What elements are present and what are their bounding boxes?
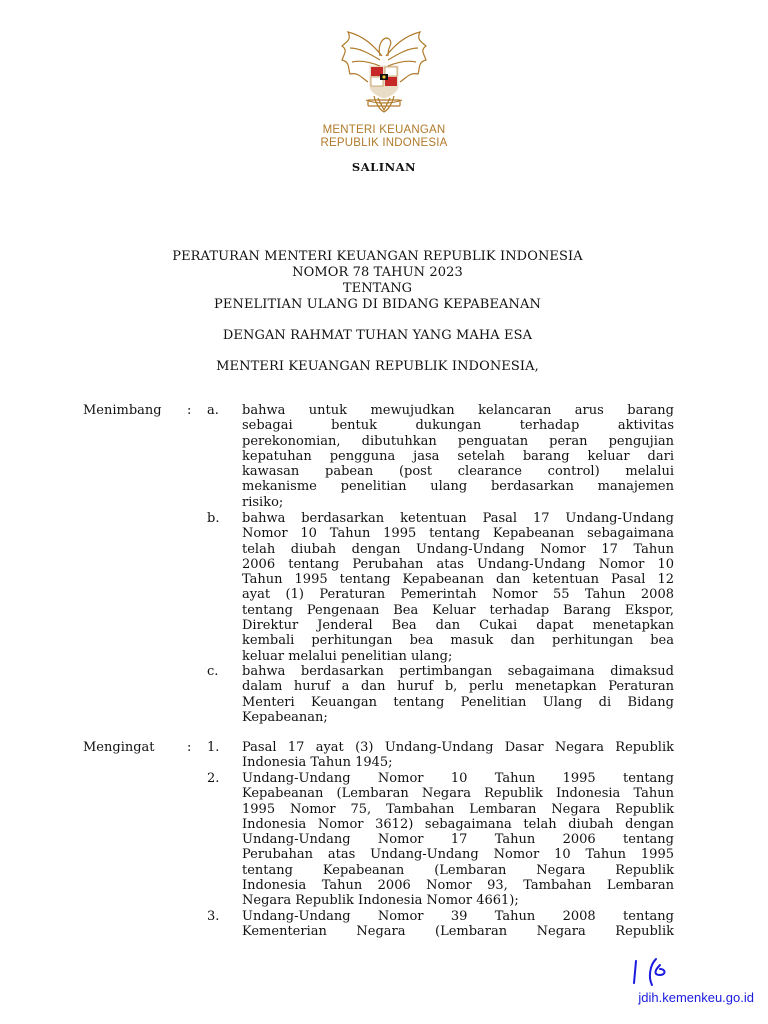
text-line: Tahun 1995 tentang Kepabeanan dan ketentuan Pasal 12 — [242, 572, 674, 588]
regulation-title: PERATURAN MENTERI KEUANGAN REPUBLIK INDONESIA — [172, 249, 583, 264]
text-line: Negara Republik Indonesia Nomor 4661); — [242, 893, 519, 909]
mengingat-marker-3: 3. — [207, 909, 220, 924]
mengingat-item-2 — [242, 771, 674, 909]
issuer: MENTERI KEUANGAN REPUBLIK INDONESIA, — [216, 359, 539, 374]
menimbang-label: Menimbang — [83, 403, 162, 418]
text-line: Indonesia Tahun 1945; — [242, 755, 393, 771]
text-line: 2006 tentang Perubahan atas Undang-Undang Nomor 10 — [242, 556, 674, 572]
text-line: Perubahan atas Undang-Undang Nomor 10 Tahun 1995 — [242, 847, 674, 863]
text-line: 1995 Nomor 75, Tambahan Lembaran Negara Republik — [242, 801, 674, 817]
text-line: kepatuhan pengguna jasa setelah barang keluar dari — [242, 448, 674, 464]
mengingat-item-1 — [242, 740, 674, 771]
text-line: mekanisme penelitian ulang berdasarkan manajemen — [242, 479, 674, 495]
text-line: Pasal 17 ayat (3) Undang-Undang Dasar Negara Republik — [242, 740, 674, 755]
text-line: kembali perhitungan bea masuk dan perhitungan bea — [242, 633, 674, 649]
footer-website-link[interactable]: jdih.kemenkeu.go.id — [638, 990, 754, 1005]
text-line: Kepabeanan; — [242, 709, 328, 725]
mengingat-marker-1: 1. — [207, 740, 220, 755]
text-line: bahwa untuk mewujudkan kelancaran arus barang — [242, 403, 674, 418]
text-line: Kementerian Negara (Lembaran Negara Republik — [242, 924, 674, 940]
text-line: ayat (1) Peraturan Pemerintah Nomor 55 Tahun 2008 — [242, 587, 674, 603]
text-line: tentang Kepabeanan (Lembaran Negara Republik — [242, 862, 674, 878]
mengingat-marker-2: 2. — [207, 771, 220, 786]
menimbang-marker-b: b. — [207, 511, 220, 526]
text-line: sebagai bentuk dukungan terhadap aktivitas — [242, 418, 674, 434]
copy-label: SALINAN — [351, 160, 417, 174]
menimbang-colon: : — [187, 403, 192, 418]
text-line: Menteri Keuangan tentang Penelitian Ulang di Bidang — [242, 694, 674, 710]
text-line: perekonomian, dibutuhkan penguatan peran pengujian — [242, 433, 674, 449]
text-line: dalam huruf a dan huruf b, perlu menetapkan Peraturan — [242, 679, 674, 695]
regulation-number: NOMOR 78 TAHUN 2023 — [292, 265, 463, 280]
menimbang-marker-a: a. — [207, 403, 219, 418]
text-line: Kepabeanan (Lembaran Negara Republik Indonesia Tahun — [242, 786, 674, 802]
text-line: Nomor 10 Tahun 1995 tentang Kepabeanan sebagaimana — [242, 526, 674, 542]
garuda-emblem-icon — [334, 26, 434, 118]
paraf-signature-icon — [626, 955, 674, 989]
invocation: DENGAN RAHMAT TUHAN YANG MAHA ESA — [222, 328, 533, 343]
text-line: Direktur Jenderal Bea dan Cukai dapat menetapkan — [242, 618, 674, 634]
text-line: kawasan pabean (post clearance control) melalui — [242, 464, 674, 480]
text-line: bahwa berdasarkan ketentuan Pasal 17 Undang-Undang — [242, 511, 674, 526]
text-line: bahwa berdasarkan pertimbangan sebagaimana dimaksud — [242, 664, 674, 679]
text-line: Undang-Undang Nomor 39 Tahun 2008 tentang — [242, 909, 674, 924]
regulation-subject: PENELITIAN ULANG DI BIDANG KEPABEANAN — [214, 297, 541, 312]
text-line: telah diubah dengan Undang-Undang Nomor 17 Tahun — [242, 541, 674, 557]
text-line: risiko; — [242, 494, 284, 510]
menimbang-item-b — [242, 511, 674, 664]
menimbang-item-a — [242, 403, 674, 510]
menimbang-item-c — [242, 664, 674, 725]
text-line: Undang-Undang Nomor 17 Tahun 2006 tentang — [242, 832, 674, 848]
ministry-name-line1: MENTERI KEUANGAN — [322, 124, 446, 136]
text-line: Indonesia Nomor 3612) sebagaimana telah diubah dengan — [242, 816, 674, 832]
mengingat-item-3 — [242, 909, 674, 940]
text-line: Undang-Undang Nomor 10 Tahun 1995 tentang — [242, 771, 674, 786]
mengingat-label: Mengingat — [83, 740, 155, 755]
regulation-about: TENTANG — [342, 281, 413, 296]
text-line: Indonesia Tahun 2006 Nomor 93, Tambahan Lembaran — [242, 878, 674, 894]
text-line: tentang Pengenaan Bea Keluar terhadap Barang Ekspor, — [242, 602, 674, 618]
text-line: keluar melalui penelitian ulang; — [242, 648, 453, 664]
ministry-name-line2: REPUBLIK INDONESIA — [320, 137, 448, 149]
menimbang-marker-c: c. — [207, 664, 219, 679]
mengingat-colon: : — [187, 740, 192, 755]
